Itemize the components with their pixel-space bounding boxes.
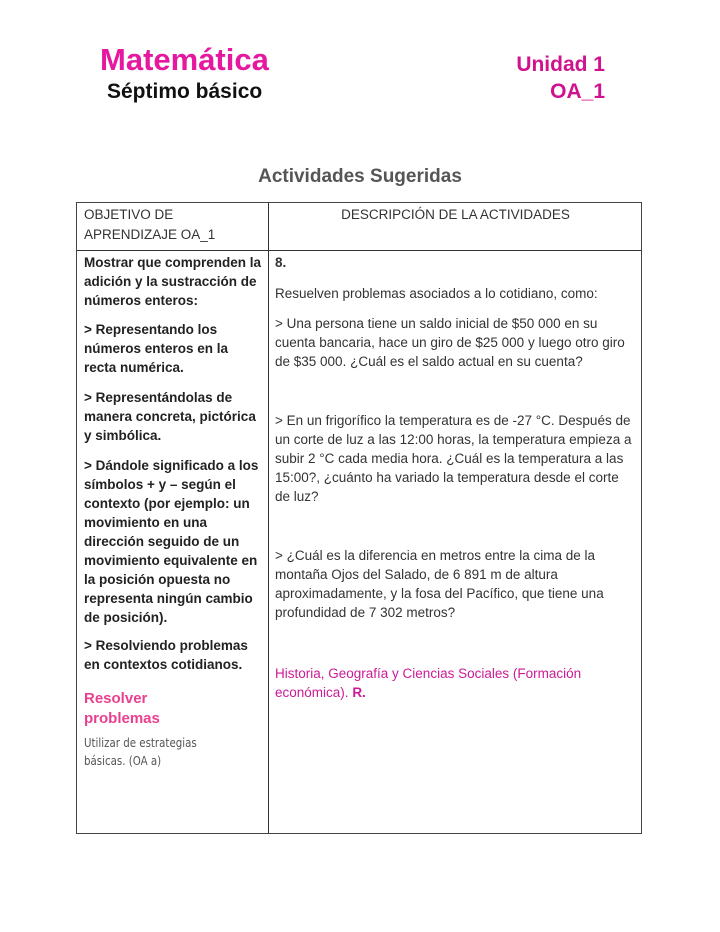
objective-item: Mostrar que comprenden la adición y la sustracción de números enteros:	[84, 255, 262, 308]
objective-item: > Representándolas de manera concreta, pictórica y simbólica.	[84, 390, 256, 443]
skill-description: Utilizar de estrategias básicas. (OA a)	[84, 735, 197, 768]
objective-item: > Dándole significado a los símbolos + y – según el contexto (por ejemplo: un movimiento en una dirección seguido de un movimiento equivalente en la posición opuesta no representa ningún cambio de posición).	[84, 458, 259, 625]
problem-item: > ¿Cuál es la diferencia en metros entre la cima de la montaña Ojos del Salado, de 6 891 m de altura aproximadamente, y la fosa del Pacífico, que tiene una profundidad de 7 302 metros?	[275, 548, 604, 620]
unit-label: Unidad 1	[516, 53, 605, 76]
skill-title: Resolver problemas	[84, 690, 160, 727]
objective-item: > Resolviendo problemas en contextos cotidianos.	[84, 638, 248, 672]
problem-item: > Una persona tiene un saldo inicial de $50 000 en su cuenta bancaria, hace un giro de $25 000 y luego otro giro de $35 000. ¿Cuál es el saldo actual en su cuenta?	[275, 316, 625, 369]
header-divider	[77, 250, 641, 251]
subject-title: Matemática	[100, 42, 269, 77]
activities-table	[76, 202, 642, 834]
col2-header: DESCRIPCIÓN DE LA ACTIVIDADES	[341, 207, 570, 222]
grade-subtitle: Séptimo básico	[107, 80, 263, 103]
crosslink-note	[275, 664, 635, 702]
col1-header: OBJETIVO DE APRENDIZAJE OA_1	[84, 207, 216, 242]
oa-label: OA_1	[550, 80, 605, 103]
column-divider	[268, 203, 269, 833]
objective-item: > Representando los números enteros en la recta numérica.	[84, 322, 229, 375]
problem-item: > En un frigorífico la temperatura es de -27 °C. Después de un corte de luz a las 12:00 horas, la temperatura empieza a subir 2 °C cada media hora. ¿Cuál es la temperatura a las 15:00?, ¿cuánto ha variado la temperatura desde el corte de luz?	[275, 413, 632, 504]
activity-number: 8.	[275, 255, 287, 270]
activity-intro: Resuelven problemas asociados a lo cotidiano, como:	[275, 286, 598, 301]
crosslink-mark: R.	[352, 685, 366, 700]
crosslink-text: Historia, Geografía y Ciencias Sociales (Formación económica).	[275, 666, 582, 700]
section-title: Actividades Sugeridas	[258, 166, 462, 187]
